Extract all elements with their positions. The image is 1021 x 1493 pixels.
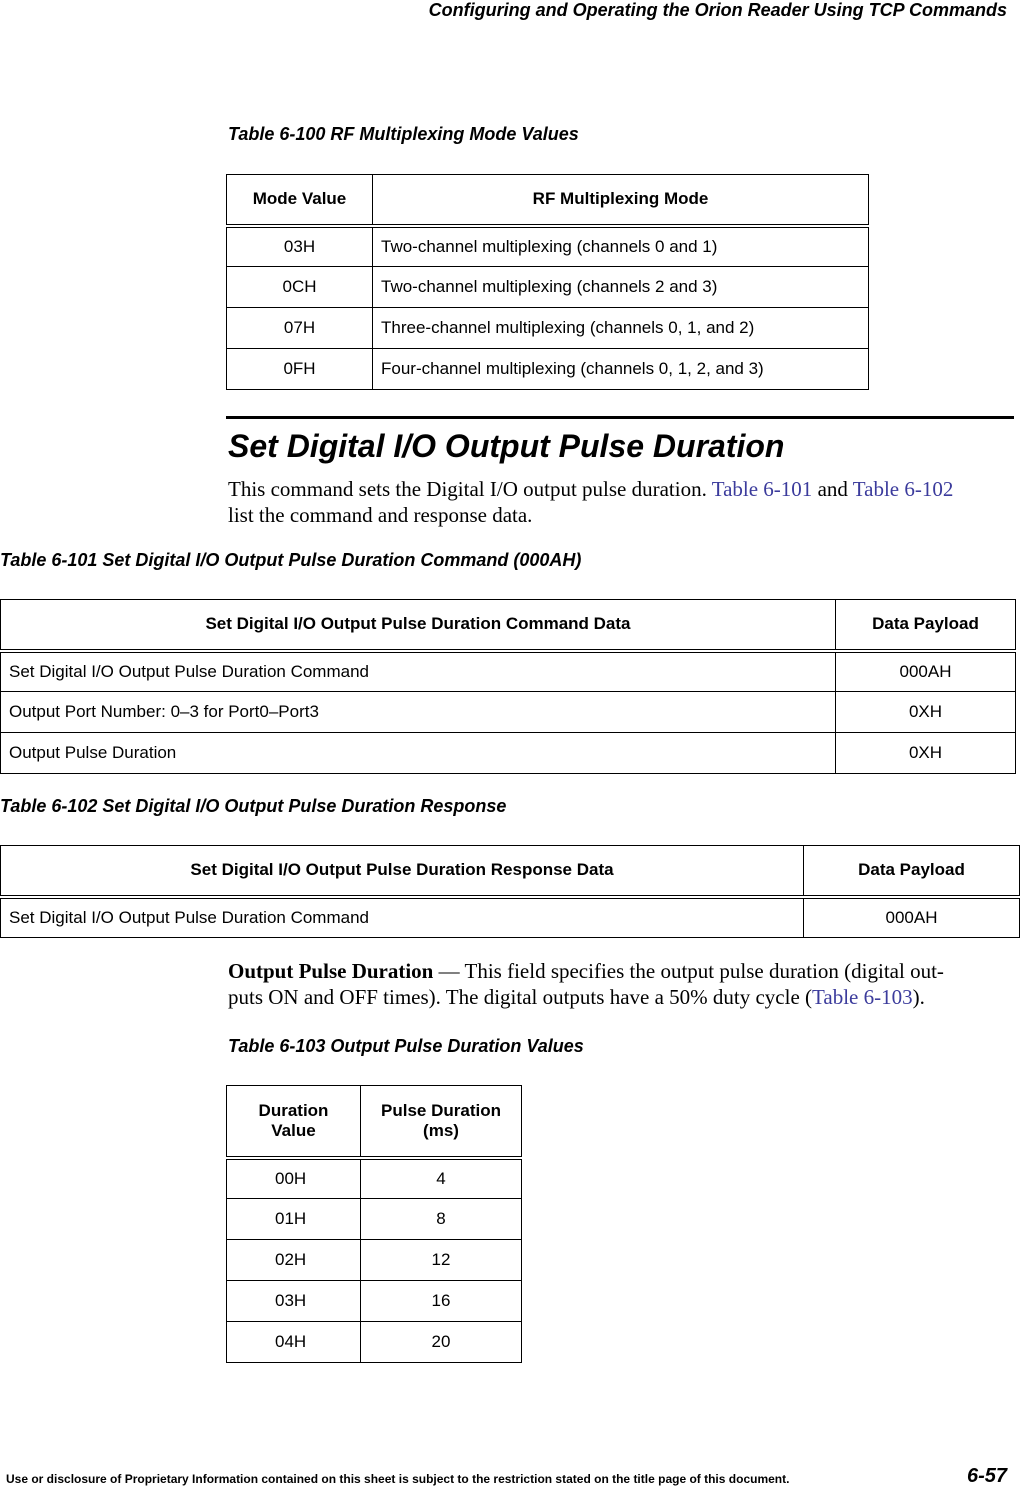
table-cell: 01H [227, 1199, 361, 1240]
field-term: Output Pulse Duration [228, 959, 434, 983]
table-cell: 20 [361, 1322, 522, 1363]
intro-text: This command sets the Digital I/O output pulse duration. [228, 477, 712, 501]
table-header-cell: RF Multiplexing Mode [373, 175, 869, 226]
table-101-link[interactable]: Table 6-101 [711, 477, 813, 501]
table-cell: Four-channel multiplexing (channels 0, 1, 2, and 3) [373, 349, 869, 390]
table-103-caption: Table 6-103 Output Pulse Duration Values [228, 1036, 584, 1056]
em-dash: — [433, 959, 465, 983]
footer-notice: Use or disclosure of Proprietary Information contained on this sheet is subject to the restriction stated on the title page of this document. [6, 1472, 790, 1486]
table-row [227, 226, 869, 267]
table-cell: Two-channel multiplexing (channels 0 and 1) [373, 226, 869, 267]
table-103 [226, 1085, 522, 1363]
table-row [227, 1281, 522, 1322]
field-text: This field specifies the output pulse duration (digital out- [464, 959, 944, 983]
table-row [1, 733, 1016, 774]
page-number: 6-57 [966, 1465, 1007, 1487]
table-cell: 0CH [227, 267, 373, 308]
table-cell: 8 [361, 1199, 522, 1240]
table-cell: 04H [227, 1322, 361, 1363]
table-101-caption: Table 6-101 Set Digital I/O Output Pulse Duration Command (000AH) [0, 550, 582, 570]
table-row [1, 651, 1016, 692]
table-cell: Set Digital I/O Output Pulse Duration Command [1, 897, 804, 938]
table-102-link[interactable]: Table 6-102 [852, 477, 954, 501]
table-header-cell: Data Payload [836, 600, 1016, 651]
table-cell: 0XH [836, 692, 1016, 733]
table-header-cell: Mode Value [227, 175, 373, 226]
table-cell: 12 [361, 1240, 522, 1281]
table-cell: 03H [227, 1281, 361, 1322]
table-cell: 00H [227, 1158, 361, 1199]
intro-text: list the command and response data. [228, 503, 533, 527]
table-row [227, 308, 869, 349]
table-100 [226, 174, 869, 390]
intro-text: and [812, 477, 853, 501]
table-row [1, 692, 1016, 733]
section-title: Set Digital I/O Output Pulse Duration [228, 428, 785, 464]
table-cell: Two-channel multiplexing (channels 2 and 3) [373, 267, 869, 308]
table-cell: 07H [227, 308, 373, 349]
table-cell: Output Port Number: 0–3 for Port0–Port3 [1, 692, 836, 733]
table-row [1, 897, 1020, 938]
table-cell: 03H [227, 226, 373, 267]
table-102 [0, 845, 1020, 938]
table-cell: Three-channel multiplexing (channels 0, 1, and 2) [373, 308, 869, 349]
table-cell: 4 [361, 1158, 522, 1199]
table-cell: 16 [361, 1281, 522, 1322]
table-cell: Set Digital I/O Output Pulse Duration Command [1, 651, 836, 692]
table-cell: 02H [227, 1240, 361, 1281]
table-102-caption: Table 6-102 Set Digital I/O Output Pulse Duration Response [0, 796, 507, 816]
table-row [227, 1322, 522, 1363]
table-cell: 0FH [227, 349, 373, 390]
table-100-caption: Table 6-100 RF Multiplexing Mode Values [228, 124, 579, 144]
table-header-cell: Pulse Duration (ms) [361, 1086, 522, 1158]
table-header-cell: Set Digital I/O Output Pulse Duration Response Data [1, 846, 804, 897]
table-header-cell: Data Payload [804, 846, 1020, 897]
table-row [227, 267, 869, 308]
table-row [227, 349, 869, 390]
table-cell: 000AH [804, 897, 1020, 938]
table-cell: 0XH [836, 733, 1016, 774]
table-row [227, 1158, 522, 1199]
table-header-cell: Duration Value [227, 1086, 361, 1158]
section-rule [226, 416, 1014, 419]
field-text: ). [912, 985, 925, 1009]
field-text: puts ON and OFF times). The digital outputs have a 50% duty cycle ( [228, 985, 813, 1009]
table-row [227, 1199, 522, 1240]
table-103-link[interactable]: Table 6-103 [812, 985, 913, 1009]
section-intro [228, 476, 1018, 528]
table-row [227, 1240, 522, 1281]
running-header: Configuring and Operating the Orion Reader Using TCP Commands [428, 0, 1007, 20]
table-cell: Output Pulse Duration [1, 733, 836, 774]
table-101 [0, 599, 1016, 774]
table-cell: 000AH [836, 651, 1016, 692]
field-description [228, 958, 1018, 1010]
table-header-cell: Set Digital I/O Output Pulse Duration Command Data [1, 600, 836, 651]
